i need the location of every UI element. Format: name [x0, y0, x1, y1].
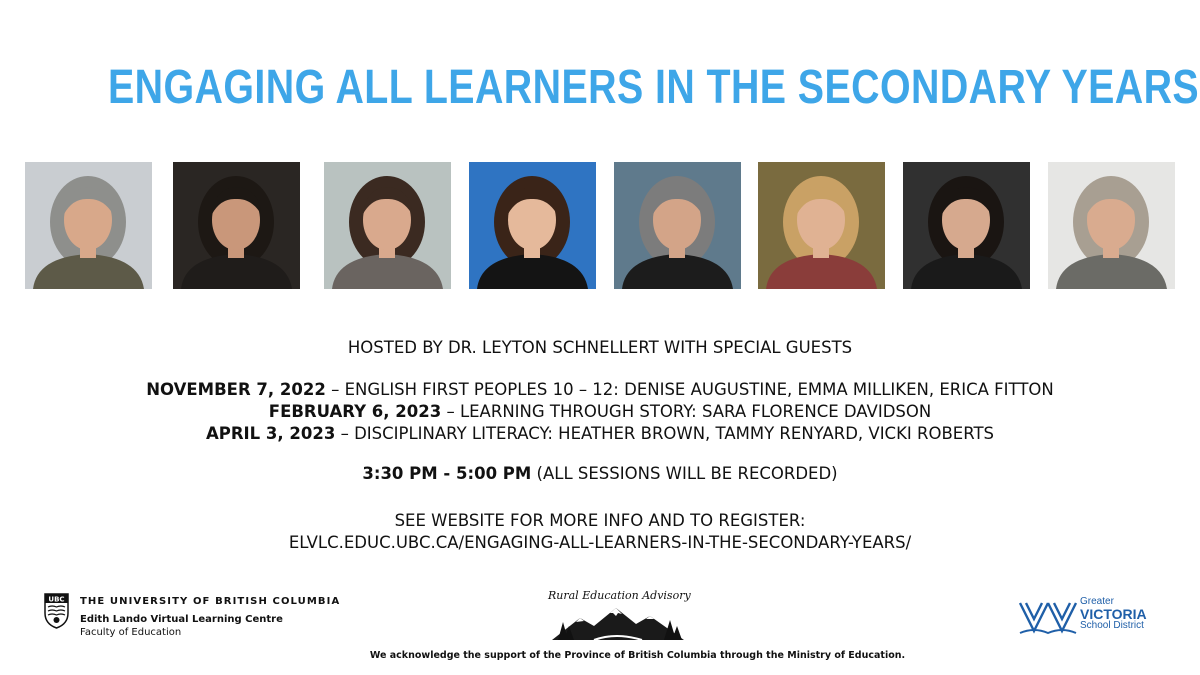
session-line [0, 380, 1200, 399]
speaker-photo-row [0, 162, 1200, 290]
recording-note: (ALL SESSIONS WILL BE RECORDED) [531, 464, 838, 483]
speaker-photo [903, 162, 1030, 289]
session-topic: – LEARNING THROUGH STORY: SARA FLORENCE DAVIDSON [441, 402, 932, 421]
page-title: ENGAGING ALL LEARNERS IN THE SECONDARY YEARS [108, 61, 1200, 114]
session-date: NOVEMBER 7, 2022 [146, 380, 326, 399]
speaker-photo [758, 162, 885, 289]
rural-education-advisory-logo [548, 589, 691, 641]
rural-education-advisory-name: Rural Education Advisory [548, 589, 691, 602]
speaker-photo [324, 162, 451, 289]
speaker-photo [25, 162, 152, 289]
gvsd-greater: Greater [1080, 596, 1114, 607]
ubc-logo [44, 593, 344, 641]
hosted-by-line: HOSTED BY DR. LEYTON SCHNELLERT WITH SPECIAL GUESTS [347, 338, 853, 357]
speaker-photo [469, 162, 596, 289]
session-date: FEBRUARY 6, 2023 [268, 402, 442, 421]
session-date: APRIL 3, 2023 [205, 424, 336, 443]
ubc-centre-name: Edith Lando Virtual Learning Centre [80, 614, 283, 625]
gvsd-wordmark [1080, 597, 1147, 631]
session-line [0, 424, 1200, 443]
session-line [0, 402, 1200, 421]
gvsd-school-district: School District [1080, 620, 1144, 631]
speaker-photo [1048, 162, 1175, 289]
website-url[interactable]: ELVLC.EDUC.UBC.CA/ENGAGING-ALL-LEARNERS-IN-THE-SECONDARY-YEARS/ [288, 533, 912, 552]
speaker-photo [614, 162, 741, 289]
ubc-crest-label: UBC [48, 595, 65, 604]
ubc-faculty-name: Faculty of Education [80, 627, 182, 638]
ubc-name: THE UNIVERSITY OF BRITISH COLUMBIA [80, 596, 341, 607]
book-wings-icon [1018, 597, 1078, 635]
mountains-icon [550, 604, 686, 642]
website-prompt: SEE WEBSITE FOR MORE INFO AND TO REGISTER: [394, 511, 806, 530]
session-time: 3:30 PM - 5:00 PM [362, 464, 532, 483]
gvsd-victoria: VICTORIA [1080, 606, 1147, 622]
greater-victoria-school-district-logo [1018, 597, 1158, 637]
ubc-crest-icon [44, 593, 69, 629]
session-time-line [0, 464, 1200, 483]
session-topic: – ENGLISH FIRST PEOPLES 10 – 12: DENISE AUGUSTINE, EMMA MILLIKEN, ERICA FITTON [325, 380, 1054, 399]
acknowledgement: We acknowledge the support of the Province of British Columbia through the Ministry of Education. [369, 650, 906, 661]
speaker-photo [173, 162, 300, 289]
session-topic: – DISCIPLINARY LITERACY: HEATHER BROWN, TAMMY RENYARD, VICKI ROBERTS [335, 424, 995, 443]
